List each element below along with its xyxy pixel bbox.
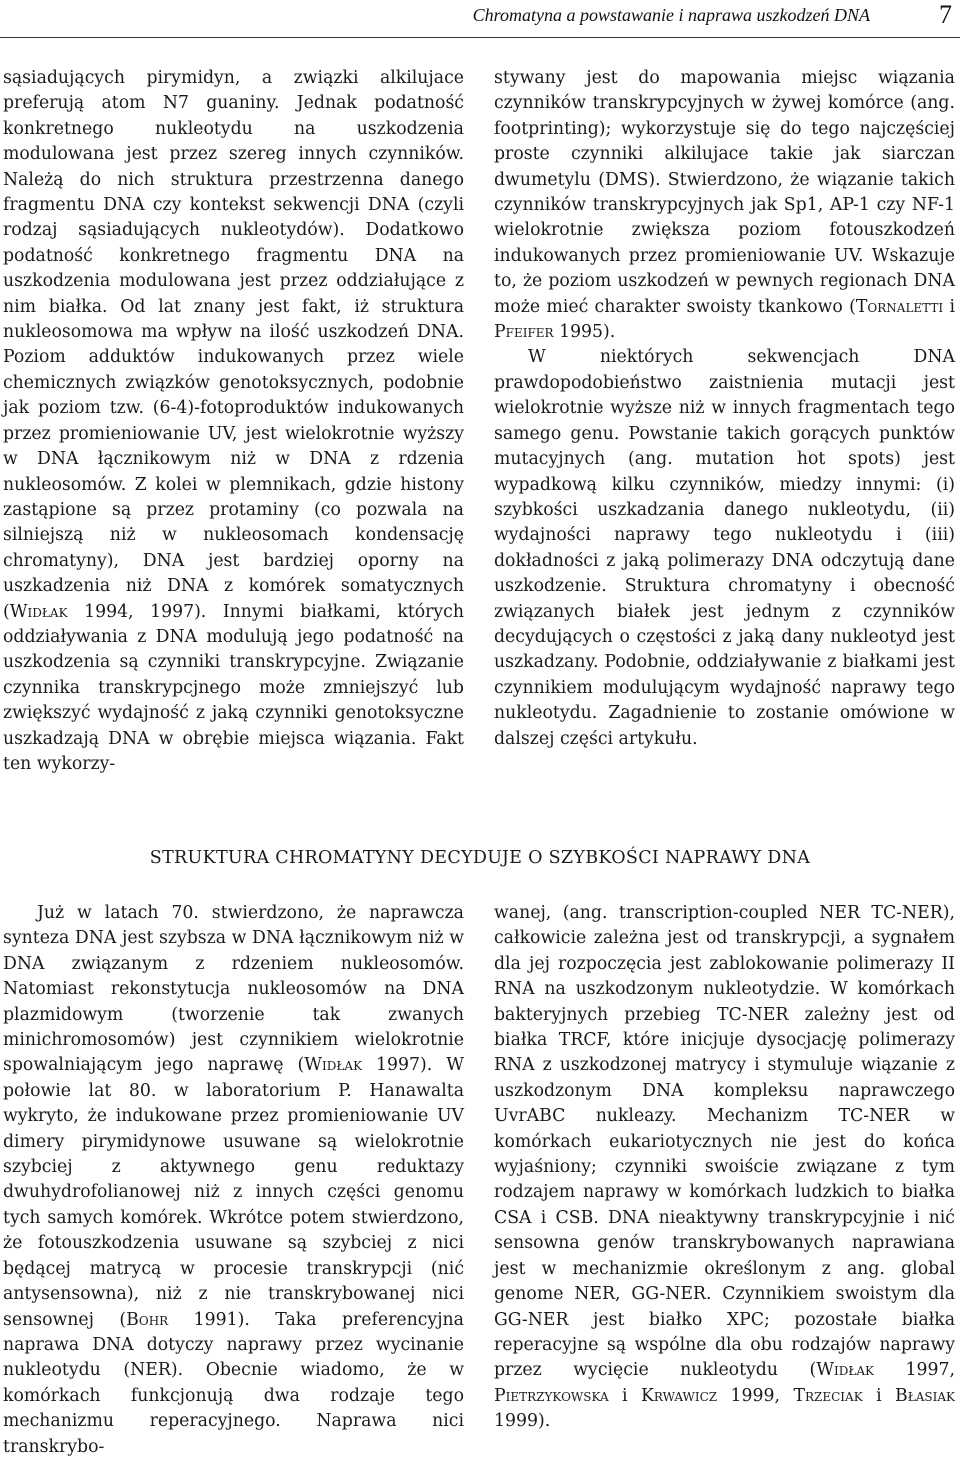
citation-author: Widłak <box>9 601 68 622</box>
section-heading: STRUKTURA CHROMATYNY DECYDUJE O SZYBKOŚCI NAPRAWY DNA <box>149 848 811 868</box>
paragraph: wanej, (ang. transcription-coupled NER TC-NER), całkowicie zależna jest od transkrypcji, a sygnałem dla jej rozpoczęcia jest zablokowanie polimerazy II RNA na uszkodzonym nukleotydzie. W komórkach bakteryjnych przebieg TC-NER zależny jest od białka TRCF, które inicjuje dysocjację polimerazy RNA z uszkodzonej matrycy i stymuluje wiązanie z uszkodzonym DNA kompleksu naprawczego UvrABC nukleazy. Mechanizm TC-NER w komórkach eukariotycznych nie jest do końca wyjaśniony; czynniki swoiście związane z tym rodzajem naprawy w komórkach ludzkich to białka CSA i CSB. DNA nieaktywny transkrypcyjnie i nić sensowna genów transkrybowanych naprawiana jest w mechanizmie określonym z ang. global genome NER, GG-NER. Czynnikiem swoistym dla GG-NER jest białko XPC; pozostałe białka reperacyjne są wspólne dla obu rodzajów naprawy przez wycięcie nukleotydu (Widłak 1997, Pietrzykowska i Krwawicz 1999, Trzeciak i Błasiak 1999). <box>494 903 956 1432</box>
paragraph: stywany jest do mapowania miejsc wiązania czynników transkrypcyjnych w żywej komórce (ang. footprinting); wykorzystuje się do tego najczęściej proste czynniki alkilujace takie jak siarczan dwumetylu (DMS). Stwierdzono, że wiązanie takich czynników transkrypcyjnych jak Sp1, AP-1 czy NF-1 wielokrotnie zwiększa poziom fotouszkodzeń indukowanych przez promieniowanie UV. Wskazuje to, że poziom uszkodzeń w pewnych regionach DNA może mieć charakter swoisty tkankowo (Tornaletti i Pfeifer 1995). <box>494 68 955 343</box>
citation-author: Widłak <box>304 1055 363 1076</box>
running-title: Chromatyna a powstawanie i naprawa uszkodzeń DNA <box>472 5 870 25</box>
paragraph: Już w latach 70. stwierdzono, że naprawcza synteza DNA jest szybsza w DNA łącznikowym niż w DNA związanym z rdzeniem nukleosomów. Natomiast rekonstytucja nukleosomów na DNA plazmidowym (tworzenie tak zwanych minichromosomów) jest czynnikiem wielokrotnie spowalniającym jego naprawę (Widłak 1997). W połowie lat 80. w laboratorium P. Hanawalta wykryto, że indukowane przez promieniowanie UV dimery pirymidynowe usuwane są wielokrotnie szybciej z aktywnego genu reduktazy dwuhydrofolianowej niż z innych części genomu tych samych komórek. Wkrótce potem stwierdzono, że fotouszkodzenia usuwane są szybciej z nici będącej matrycą w procesie transkrypcji (nić antysensowna), niż z nie transkrybowanej nici sensownej (Bohr 1991). Taka preferencyjna naprawa DNA dotyczy naprawy przez wycinanie nukleotydu (NER). Obecnie wiadomo, że w komórkach funkcjonują dwa rodzaje tego mechanizmu reperacyjnego. Naprawa nici transkrybo- <box>3 903 464 1457</box>
page-header <box>0 0 960 40</box>
column-top-right <box>494 66 955 752</box>
paragraph: W niektórych sekwencjach DNA prawdopodobieństwo zaistnienia mutacji jest wielokrotnie wyższe niż w innych fragmentach tego samego genu. Powstanie takich gorących punktów mutacyjnych (ang. mutation hot spots) jest wypadkową kilku czynników, miedzy innymi: (i) szybkości uszkadzania danego nukleotydu, (ii) wydajności naprawy tego nukleotydu i (iii) dokładności z jaką polimerazy DNA odczytują dane uszkodzenie. Struktura chromatyny i obecność związanych białek jest jednym z czynników decydujących o częstości z jaką dany nukleotyd jest uszkadzany. Podobnie, oddziaływanie z białkami jest czynnikiem modulującym wydajność naprawy tego nukleotydu. Zagadnienie to zostanie omówione w dalszej części artykułu. <box>494 347 955 749</box>
citation-author: Bohr <box>126 1309 169 1330</box>
page-number: 7 <box>939 0 952 29</box>
citation-author: Błasiak <box>895 1385 956 1406</box>
citation-author: Pfeifer <box>494 322 554 343</box>
column-bottom-left <box>3 901 464 1460</box>
paragraph: sąsiadujących pirymidyn, a związki alkilujace preferują atom N7 guaniny. Jednak podatność konkretnego nukleotydu na uszkodzenia modulowana jest przez szereg innych czynników. Należą do nich struktura przestrzenna danego fragmentu DNA czy kontekst sekwencji DNA (czyli rodzaj sąsiadujących nukleotydów). Dodatkowo podatność konkretnego fragmentu DNA na uszkodzenia modulowana jest przez oddziałujące z nim białka. Od lat znany jest fakt, iż struktura nukleosomowa ma wpływ na ilość uszkodzeń DNA. Poziom adduktów indukowanych przez wiele chemicznych związków genotoksycznych, podobnie jak poziom tzw. (6-4)-fotoproduktów indukowanych przez promieniowanie UV, jest wielokrotnie wyższy w DNA łącznikowym niż w DNA z rdzenia nukleosomów. Z kolei w plemnikach, gdzie histony zastąpione są przez protaminy (co pozwala na silniejszą niż w nukleosomach kondensację chromatyny), DNA jest bardziej oporny na uszkadzenia niż DNA z komórek somatycznych (Widłak 1994, 1997). Innymi białkami, których oddziaływania z DNA modulują jego podatność na uszkodzenia są czynniki transkrypcyjne. Związanie czynnika transkrypcjnego może zmniejszyć lub zwiększyć wydajność z jaką czynniki genotoksyczne uszkadzają DNA w obrębie miejsca wiązania. Fakt ten wykorzy- <box>3 68 464 774</box>
citation-author: Tornaletti <box>855 296 944 317</box>
column-bottom-right <box>494 901 955 1435</box>
citation-author: Pietrzykowska <box>494 1385 609 1406</box>
column-top-left <box>3 66 464 777</box>
citation-author: Trzeciak <box>793 1385 863 1406</box>
citation-author: Krwawicz <box>640 1385 718 1406</box>
citation-author: Widłak <box>816 1360 875 1381</box>
header-rule <box>0 37 960 38</box>
